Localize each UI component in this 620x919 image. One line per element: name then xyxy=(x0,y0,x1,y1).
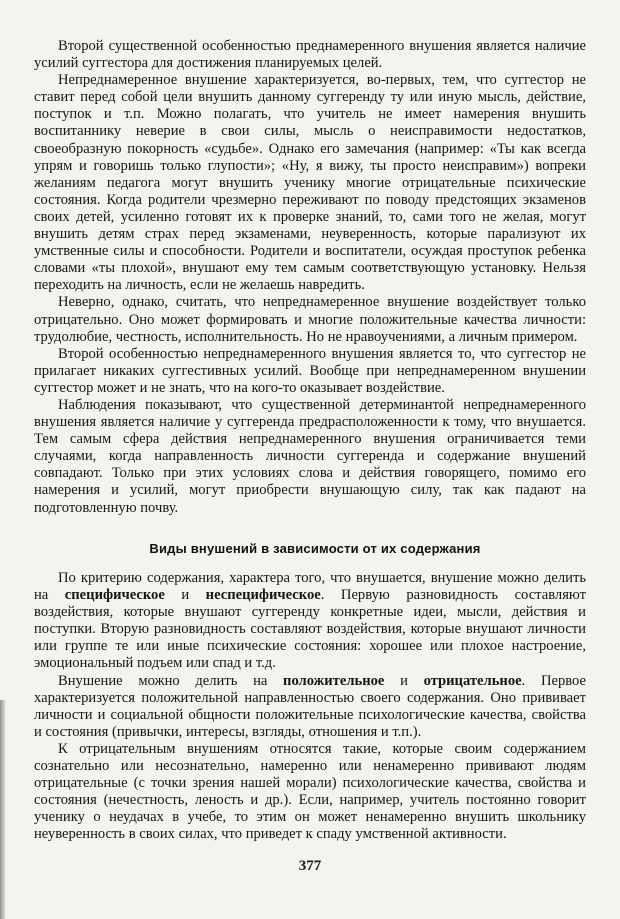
body-text-section xyxy=(34,570,586,844)
paragraph: Неверно, однако, считать, что непреднамеренное внушение воздействует только отрицательно. Оно может формировать и многие положительные качества личности: трудолюбие, честность, исполнительность. Но не нравоучениями, а личным примером. xyxy=(34,294,586,345)
bold-term: неспецифическое xyxy=(205,587,321,604)
paragraph: Наблюдения показывают, что существенной детерминантой непреднамеренного внушения является наличие у суггеренда предрасположенности к тому, что внушается. Тем самым сфера действия непреднамеренного внушения ограничивается теми случаями, когда направленность личности суггеренда и содержание внушений совпадают. Только при этих условиях слова и действия говорящего, помимо его намерения и усилий, могут приобрести внушающую силу, так как падают на подготовленную почву. xyxy=(34,396,586,516)
paragraph: Второй особенностью непреднамеренного внушения является то, что суггестор не прилагает никаких суггестивных усилий. Вообще при непреднамеренном внушении суггестор может и не знать, что на кого-то оказывает воздействие. xyxy=(34,345,586,396)
bold-term: специфическое xyxy=(64,587,165,604)
text-run: и xyxy=(384,672,424,689)
text-run: По критерию содержания, характера того, что внушается, внушение можно делить на xyxy=(34,570,586,604)
paragraph xyxy=(34,570,586,673)
section-heading: Виды внушений в зависимости от их содержания xyxy=(149,541,481,556)
text-run: Внушение можно делить на xyxy=(58,672,284,689)
text-run: . Первую разновидность составляют воздействия, которые внушают суггеренду конкретные идеи, мысли, действия и поступки. Вторую разновидность составляют воздействия, которые внушают личности или группе те или иные психические состояния: хорошее или плохое настроение, эмоциональный подъем или спад и т.д. xyxy=(34,587,587,672)
bold-term: отрицательное xyxy=(423,672,522,689)
page-number: 377 xyxy=(298,858,322,874)
body-text-top xyxy=(34,38,586,517)
paragraph xyxy=(34,673,586,741)
text-run: . Первое характеризуется положительной направленностью своего содержания. Оно прививает личности и социальной общности положительные психологические качества, свойства и состояния (привычки, интересы, взгляды, отношения и т.п.). xyxy=(34,672,587,740)
page-edge-shadow xyxy=(0,700,6,919)
paragraph: Второй существенной особенностью преднамеренного внушения является наличие усилий суггестора для достижения планируемых целей. xyxy=(34,38,586,72)
text-run: и xyxy=(164,587,206,604)
bold-term: положительное xyxy=(283,672,385,689)
paragraph: К отрицательным внушениям относятся такие, которые своим содержанием сознательно или несознательно, намеренно или ненамеренно прививают людям отрицательные (с точки зрения нашей морали) психологические качества, свойства и состояния (нечестность, леность и др.). Если, например, учитель постоянно говорит ученику о неудачах в учебе, то этим он может ненамеренно внушить школьнику неуверенность в своих силах, что приведет к спаду умственной активности. xyxy=(34,740,586,843)
paragraph: Непреднамеренное внушение характеризуется, во-первых, тем, что суггестор не ставит перед собой цели внушить данному суггеренду ту или иную мысль, действие, поступок и т.п. Можно полагать, что учитель не имеет намерения внушить воспитаннику неверие в свои силы, мысль о неисправимости недостатков, своеобразную покорность «судьбе». Однако его замечания (например: «Ты как всегда упрям и говоришь только глупости»; «Ну, я вижу, ты просто неисправим») вопреки желаниям педагога могут внушить ученику многие отрицательные психические состояния. Когда родители чрезмерно переживают по поводу предстоящих экзаменов своих детей, усиленно готовят их к проверке знаний, то, сами того не желая, могут внушить детям страх перед экзаменами, неуверенность, которые парализуют их умственные силы и способности. Родители и воспитатели, осуждая проступок ребенка словами «ты плохой», внушают ему тем самым соответствующую установку. Нельзя переходить на личность, если не желаешь навредить. xyxy=(34,72,586,294)
